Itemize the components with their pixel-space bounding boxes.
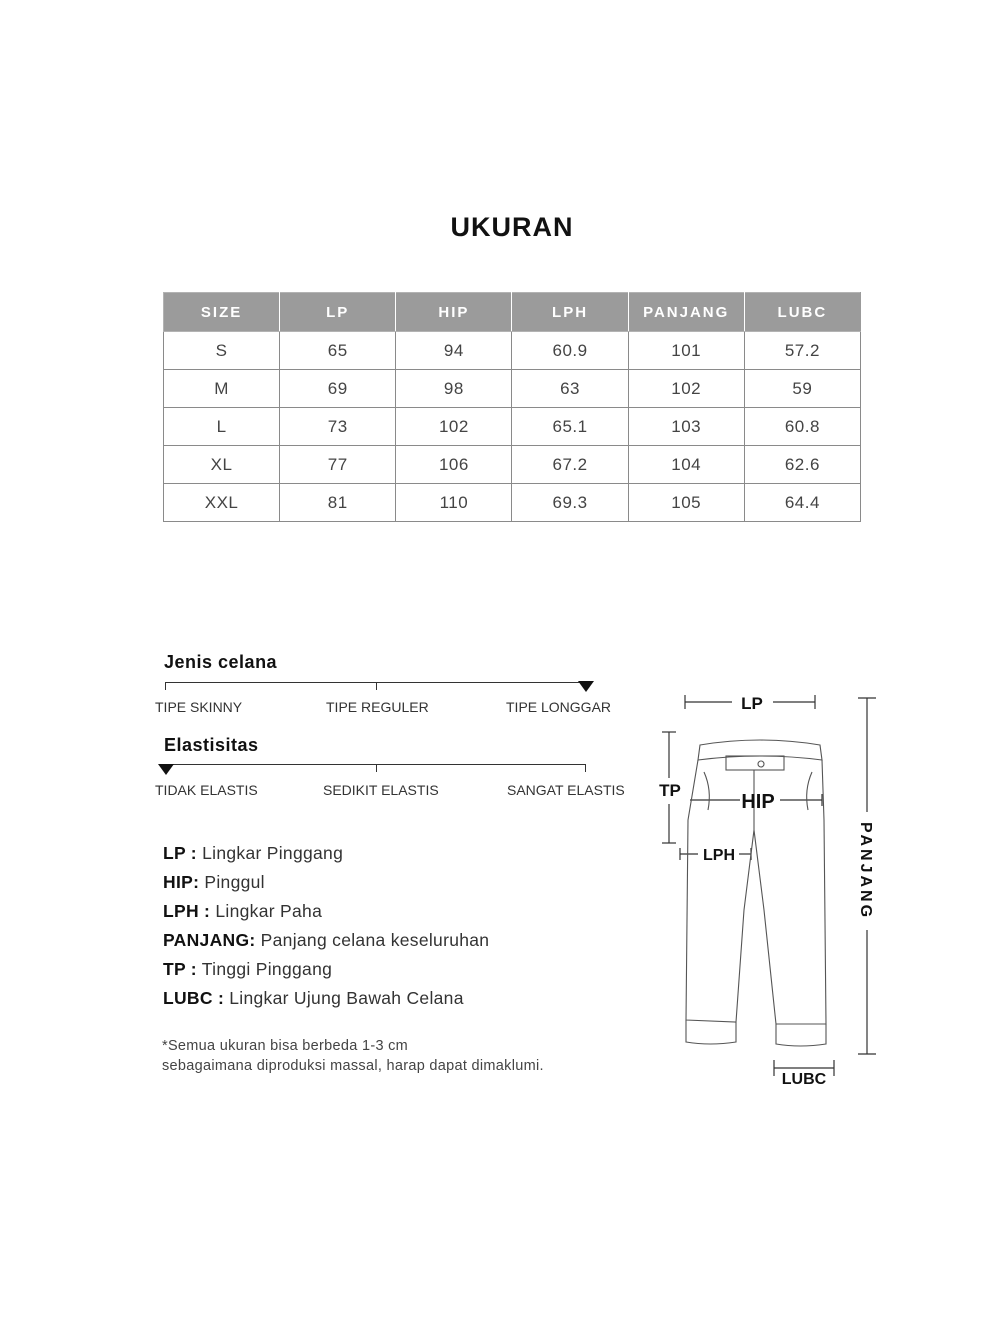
jenis-selected-marker-icon <box>578 681 594 692</box>
table-cell: 101 <box>628 332 744 370</box>
table-cell: L <box>164 408 280 446</box>
legend-key: LPH : <box>163 901 211 921</box>
legend-key: TP : <box>163 959 197 979</box>
legend-desc: Pinggul <box>204 872 265 892</box>
elastis-selected-marker-icon <box>158 764 174 775</box>
legend-key: LP : <box>163 843 197 863</box>
jenis-option: TIPE LONGGAR <box>506 699 612 715</box>
scale-tick <box>585 764 586 772</box>
legend-item <box>163 842 489 871</box>
table-cell: 60.9 <box>512 332 628 370</box>
elastis-option: TIDAK ELASTIS <box>155 782 258 798</box>
table-cell: 59 <box>744 370 860 408</box>
header-cell: PANJANG <box>628 293 744 332</box>
table-cell: S <box>164 332 280 370</box>
table-cell: 77 <box>280 446 396 484</box>
legend-desc: Lingkar Pinggang <box>202 843 344 863</box>
header-cell: SIZE <box>164 293 280 332</box>
note-line-2: sebagaimana diproduksi massal, harap dapat dimaklumi. <box>162 1058 544 1074</box>
header-cell: LP <box>280 293 396 332</box>
disclaimer-note <box>162 1036 544 1076</box>
legend-item <box>163 987 489 1016</box>
table-cell: 94 <box>396 332 512 370</box>
table-row <box>164 408 861 446</box>
elastis-option: SEDIKIT ELASTIS <box>323 782 439 798</box>
header-cell: HIP <box>396 293 512 332</box>
table-cell: 69 <box>280 370 396 408</box>
table-cell: 102 <box>628 370 744 408</box>
legend-key: HIP: <box>163 872 200 892</box>
table-cell: 104 <box>628 446 744 484</box>
pants-diagram <box>640 680 890 1095</box>
elastisitas-label: Elastisitas <box>164 735 259 755</box>
legend-item <box>163 929 489 958</box>
measurement-legend <box>163 842 489 1016</box>
note-line-1: *Semua ukuran bisa berbeda 1-3 cm <box>162 1038 409 1054</box>
elastis-option: SANGAT ELASTIS <box>507 782 625 798</box>
hip-diagram-label: HIP <box>741 791 775 813</box>
table-row <box>164 484 861 522</box>
jenis-option: TIPE REGULER <box>326 699 429 715</box>
legend-key: LUBC : <box>163 988 225 1008</box>
legend-desc: Lingkar Paha <box>215 901 323 921</box>
table-cell: 98 <box>396 370 512 408</box>
legend-desc: Lingkar Ujung Bawah Celana <box>229 988 464 1008</box>
table-row <box>164 446 861 484</box>
tp-diagram-label: TP <box>659 781 681 800</box>
table-cell: 60.8 <box>744 408 860 446</box>
table-cell: 64.4 <box>744 484 860 522</box>
table-cell: 105 <box>628 484 744 522</box>
jenis-celana-label: Jenis celana <box>164 652 278 672</box>
header-cell: LPH <box>512 293 628 332</box>
size-table <box>163 292 861 522</box>
jenis-option: TIPE SKINNY <box>155 699 243 715</box>
table-cell: 81 <box>280 484 396 522</box>
table-cell: 65.1 <box>512 408 628 446</box>
legend-key: PANJANG: <box>163 930 256 950</box>
pants-outline-icon <box>686 740 826 1046</box>
scale-tick <box>376 764 377 772</box>
table-cell: XXL <box>164 484 280 522</box>
legend-desc: Panjang celana keseluruhan <box>260 930 490 950</box>
table-cell: 106 <box>396 446 512 484</box>
legend-desc: Tinggi Pinggang <box>201 959 333 979</box>
table-cell: 62.6 <box>744 446 860 484</box>
table-cell: 57.2 <box>744 332 860 370</box>
table-cell: 110 <box>396 484 512 522</box>
legend-item <box>163 958 489 987</box>
legend-item <box>163 900 489 929</box>
legend-item <box>163 871 489 900</box>
lubc-diagram-label: LUBC <box>781 1071 827 1088</box>
table-cell: XL <box>164 446 280 484</box>
scale-tick <box>376 682 377 690</box>
scale-tick <box>165 682 166 690</box>
lph-diagram-label: LPH <box>703 847 735 864</box>
table-cell: 103 <box>628 408 744 446</box>
table-cell: 69.3 <box>512 484 628 522</box>
table-cell: 73 <box>280 408 396 446</box>
table-cell: 67.2 <box>512 446 628 484</box>
panjang-diagram-label: PANJANG <box>857 821 874 921</box>
table-row <box>164 332 861 370</box>
table-header-row <box>164 293 861 332</box>
table-row <box>164 370 861 408</box>
page-title: UKURAN <box>450 212 574 242</box>
lp-diagram-label: LP <box>741 694 763 713</box>
table-cell: M <box>164 370 280 408</box>
table-cell: 63 <box>512 370 628 408</box>
header-cell: LUBC <box>744 293 860 332</box>
table-cell: 65 <box>280 332 396 370</box>
table-cell: 102 <box>396 408 512 446</box>
